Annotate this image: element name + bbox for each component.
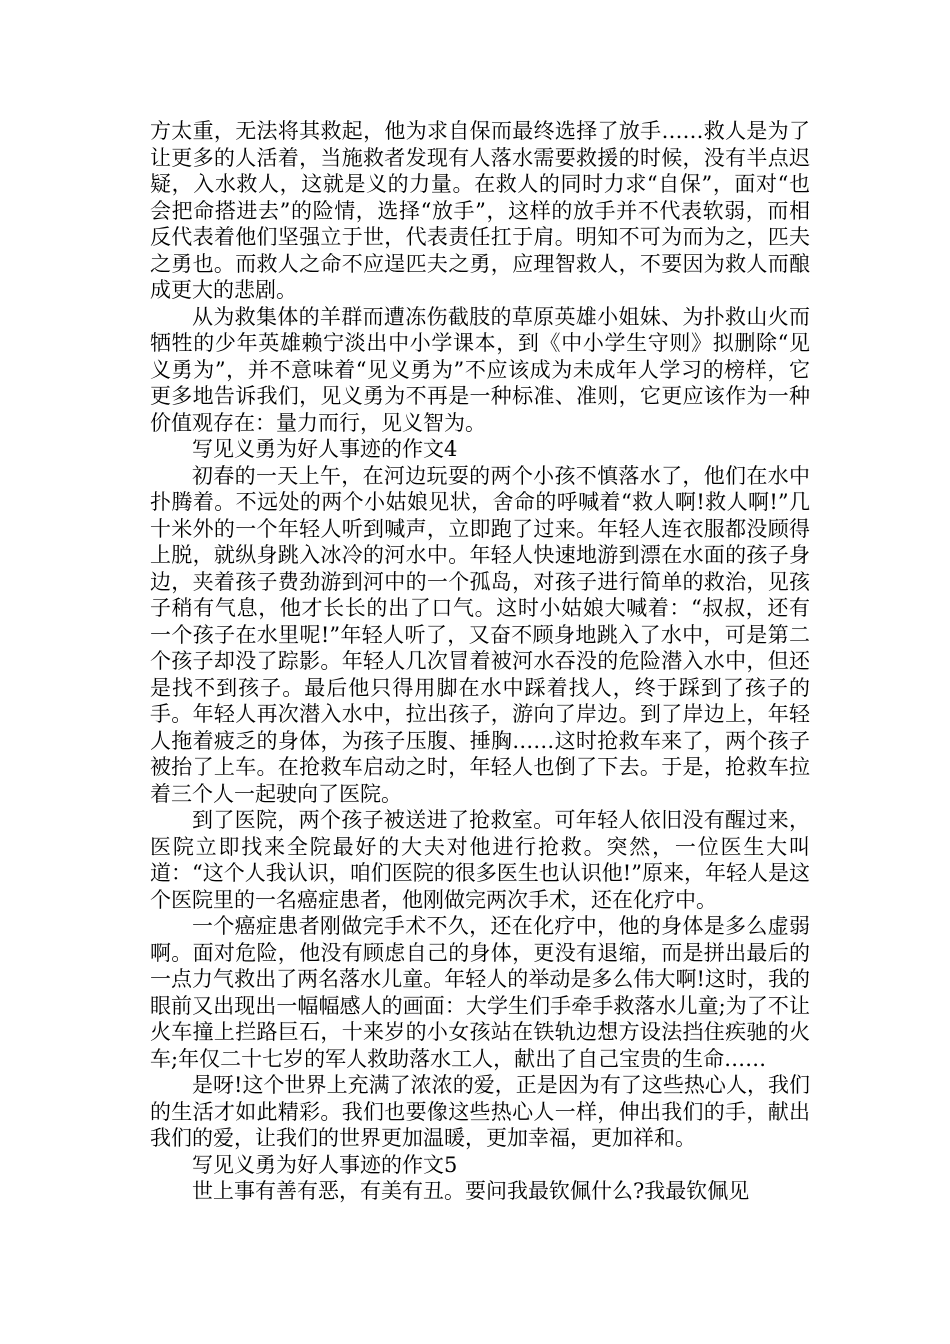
paragraph: 到了医院，两个孩子被送进了抢救室。可年轻人依旧没有醒过来，医院立即找来全院最好的大夫对他进行抢救。突然，一位医生大叫道：“这个人我认识，咱们医院的很多医生也认识他!”原来，年轻人是这个医院里的一名癌症患者，他刚做完两次手术，还在化疗中。 — [150, 808, 810, 912]
document-page — [150, 118, 810, 1205]
paragraph: 一个癌症患者刚做完手术不久，还在化疗中，他的身体是多么虚弱啊。面对危险，他没有顾虑自己的身体，更没有退缩，而是拼出最后的一点力气救出了两名落水儿童。年轻人的举动是多么伟大啊!这时，我的眼前又出现出一幅幅感人的画面：大学生们手牵手救落水儿童;为了不让火车撞上拦路巨石，十来岁的小女孩站在铁轨边想方设法挡住疾驰的火车;年仅二十七岁的军人救助落水工人，献出了自己宝贵的生命…… — [150, 914, 810, 1071]
paragraph: 从为救集体的羊群而遭冻伤截肢的草原英雄小姐妹、为扑救山火而牺牲的少年英雄赖宁淡出中小学课本，到《中小学生守则》拟删除“见义勇为”，并不意味着“见义勇为”不应该成为未成年人学习的榜样，它更多地告诉我们，见义勇为不再是一种标准、准则，它更应该作为一种价值观存在：量力而行，见义智为。 — [150, 304, 810, 435]
section-heading: 写见义勇为好人事迹的作文5 — [192, 1152, 458, 1177]
paragraph: 初春的一天上午，在河边玩耍的两个小孩不慎落水了，他们在水中扑腾着。不远处的两个小姑娘见状，舍命的呼喊着“救人啊!救人啊!”几十米外的一个年轻人听到喊声，立即跑了过来。年轻人连衣服都没顾得上脱，就纵身跳入冰冷的河水中。年轻人快速地游到漂在水面的孩子身边，夹着孩子费劲游到河中的一个孤岛，对孩子进行简单的救治，见孩子稍有气息，他才长长的出了口气。这时小姑娘大喊着：“叔叔，还有一个孩子在水里呢!”年轻人听了，又奋不顾身地跳入了水中，可是第二个孩子却没了踪影。年轻人几次冒着被河水吞没的危险潜入水中，但还是找不到孩子。最后他只得用脚在水中踩着找人，终于踩到了孩子的手。年轻人再次潜入水中，拉出孩子，游向了岸边。到了岸边上，年轻人拖着疲乏的身体，为孩子压腹、捶胸……这时抢救车来了，两个孩子被抬了上车。在抢救车启动之时，年轻人也倒了下去。于是，抢救车拉着三个人一起驶向了医院。 — [150, 463, 810, 806]
paragraph: 世上事有善有恶，有美有丑。要问我最钦佩什么?我最钦佩见 — [192, 1179, 750, 1203]
paragraph-continuation: 方太重，无法将其救起，他为求自保而最终选择了放手……救人是为了让更多的人活着，当施救者发现有人落水需要救援的时候，没有半点迟疑，入水救人，这就是义的力量。在救人的同时力求“自保”，面对“也会把命搭进去”的险情，选择“放手”，这样的放手并不代表软弱，而相反代表着他们坚强立于世，代表责任扛于肩。明知不可为而为之，匹夫之勇也。而救人之命不应逞匹夫之勇，应理智救人，不要因为救人而酿成更大的悲剧。 — [150, 119, 810, 302]
paragraph: 是呀!这个世界上充满了浓浓的爱，正是因为有了这些热心人，我们的生活才如此精彩。我们也要像这些热心人一样，伸出我们的手，献出我们的爱，让我们的世界更加温暖，更加幸福，更加祥和。 — [150, 1073, 810, 1150]
section-heading: 写见义勇为好人事迹的作文4 — [192, 437, 458, 461]
